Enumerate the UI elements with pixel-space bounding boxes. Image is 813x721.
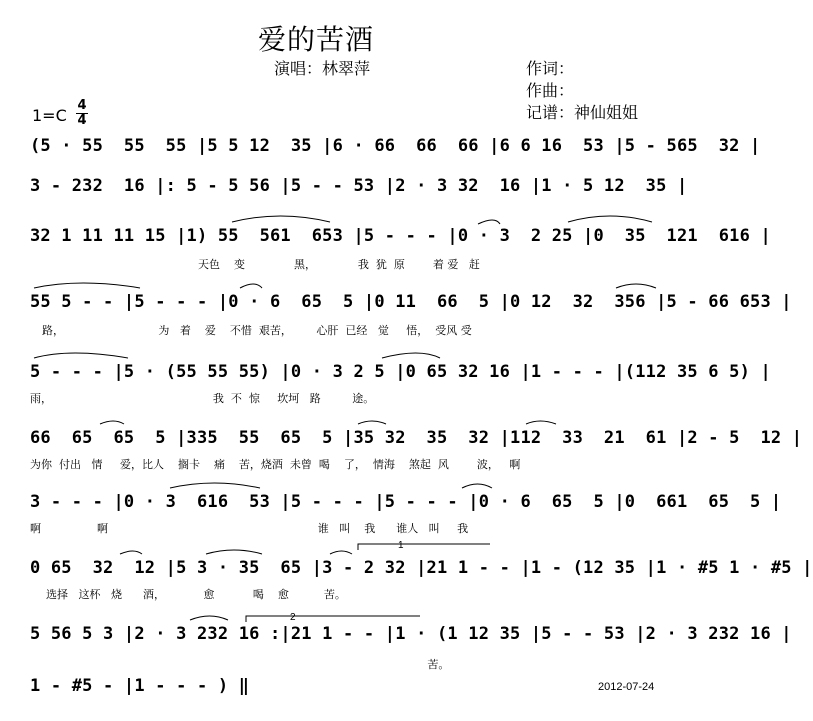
song-title: 爱的苦酒 — [258, 23, 375, 56]
volta-first-label: 1 — [398, 540, 404, 551]
score-line-2: 3 - 232 16 |: 5 - 5 56 |5 - - 53 |2 · 3 32 16 |1 · 5 12 35 | — [30, 176, 688, 196]
slur-mark — [526, 421, 556, 424]
volta-bracket — [358, 544, 490, 550]
score-line-7: 3 - - - |0 · 3 616 53 |5 - - - |5 - - - |0 · 6 65 5 |0 661 65 5 | — [30, 492, 782, 512]
score-line-9: 5 56 5 3 |2 · 3 232 16 :|21 1 - - |1 · (1 12 35 |5 - - 53 |2 · 3 232 16 | — [30, 624, 792, 644]
transcription-date: 2012-07-24 — [598, 681, 655, 693]
key-signature: 1=C — [32, 106, 67, 125]
volta-second-label: 2 — [290, 612, 296, 623]
slur-mark — [616, 284, 656, 288]
score-line-5: 5 - - - |5 · (55 55 55) |0 · 3 2 5 |0 65 32 16 |1 - - - |(112 35 6 5) | — [30, 362, 771, 382]
singer-credit: 演唱：林翠萍 — [274, 59, 371, 78]
lyric-line-8: 选择 这杯 烧 酒， 愈 喝 愈 苦。 — [46, 588, 346, 601]
lyric-line-4: 路， 为 着 爱 不惜 艰苦， 心肝 已经 觉 悟， 受风 受 — [42, 324, 472, 337]
lyric-line-9: 苦。 — [256, 658, 450, 671]
slur-mark — [240, 284, 262, 288]
slur-mark — [120, 551, 142, 554]
score-line-3: 32 1 11 11 15 |1) 55 561 653 |5 - - - |0 · 3 2 25 |0 35 121 616 | — [30, 226, 771, 246]
time-signature-bottom: 4 — [77, 113, 87, 128]
score-line-1: (5 · 55 55 55 |5 5 12 35 |6 · 66 66 66 |6 6 16 53 |5 - 565 32 | — [30, 136, 761, 156]
slur-mark — [358, 421, 386, 424]
lyric-line-3: 天色 变 黑， 我 犹 原 着 爱 赶 — [198, 258, 480, 271]
slur-mark — [232, 216, 330, 222]
slur-mark — [382, 353, 440, 358]
slur-mark — [330, 551, 352, 554]
composer-credit: 作曲： — [526, 81, 575, 100]
volta-bracket — [246, 616, 420, 622]
slur-mark — [568, 216, 652, 222]
lyric-line-5: 雨， 我 不 惊 坎坷 路 途。 — [30, 392, 375, 405]
lyric-line-7: 啊 啊 谁 叫 我 谁人 叫 我 — [30, 522, 469, 535]
transcriber-credit: 记谱：神仙姐姐 — [526, 103, 639, 122]
lyricist-credit: 作词： — [526, 59, 575, 78]
slur-mark — [206, 550, 262, 554]
score-line-6: 66 65 65 5 |335 55 65 5 |35 32 35 32 |112 33 21 61 |2 - 5 12 | — [30, 428, 803, 448]
score-line-10: 1 - #5 - |1 - - - ) ‖ — [30, 676, 250, 696]
slur-mark — [478, 220, 500, 224]
slur-mark — [170, 483, 260, 488]
slur-mark — [462, 484, 492, 488]
slur-mark — [34, 283, 140, 288]
slur-mark — [190, 616, 228, 620]
slur-mark — [100, 421, 124, 424]
score-line-4: 55 5 - - |5 - - - |0 · 6 65 5 |0 11 66 5 |0 12 32 356 |5 - 66 653 | — [30, 292, 792, 312]
time-signature-top: 4 — [77, 98, 87, 113]
slur-mark — [34, 353, 128, 358]
lyric-line-6: 为你 付出 情 爱，比人 搁卡 痛 苦，烧酒 未曾 喝 了， 情海 煞起 风 波， 啊 — [30, 458, 521, 471]
score-line-8: 0 65 32 12 |5 3 · 35 65 |3 - 2 32 |21 1 - - |1 - (12 35 |1 · #5 1 · #5 | — [30, 558, 813, 578]
